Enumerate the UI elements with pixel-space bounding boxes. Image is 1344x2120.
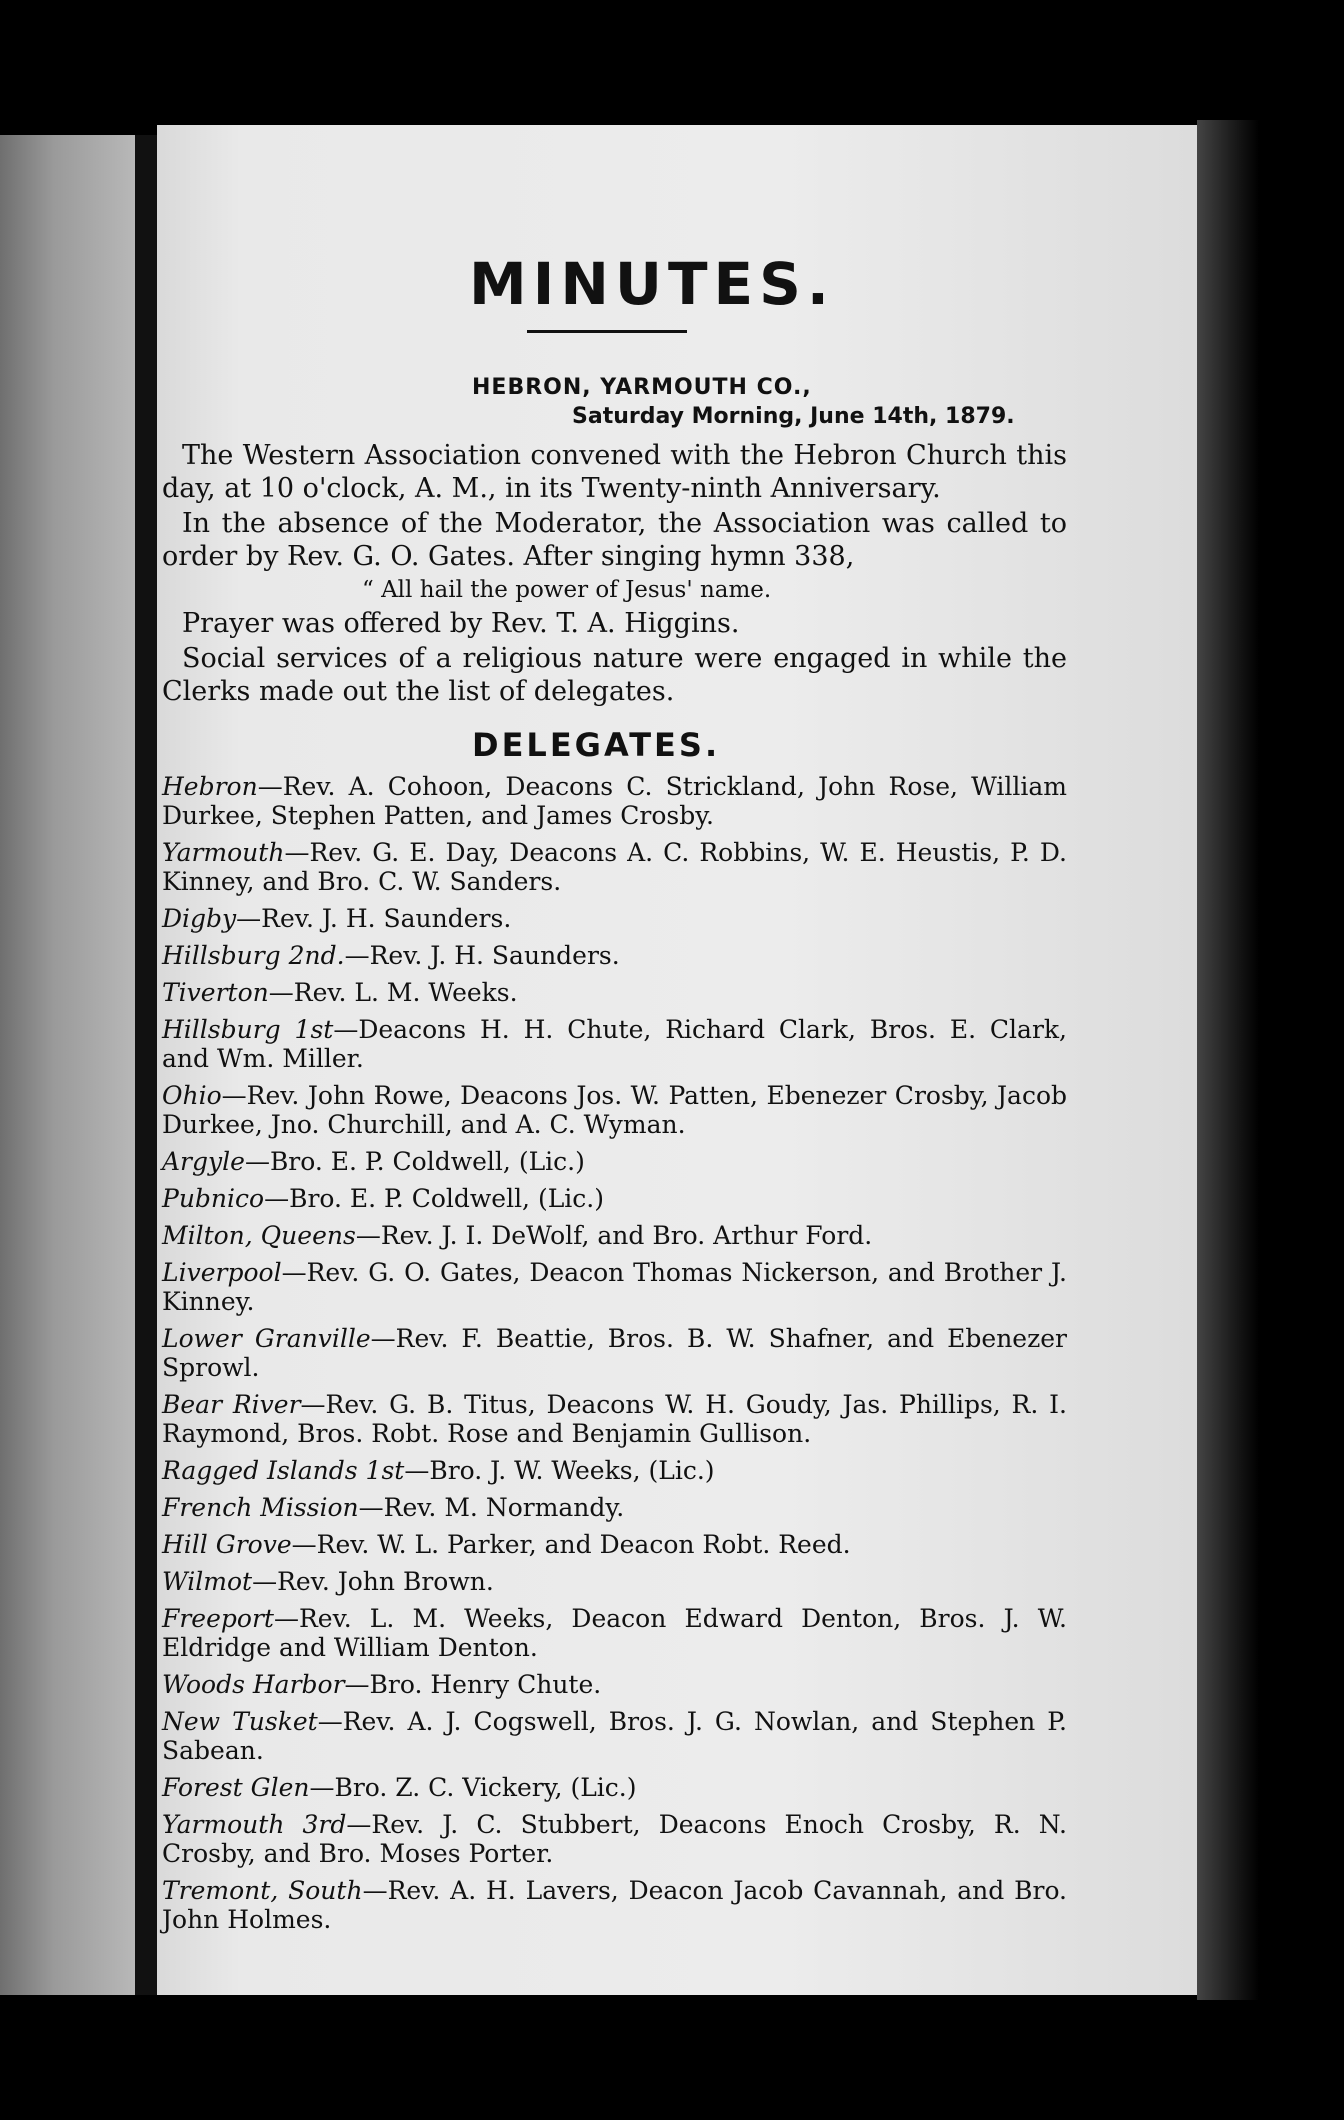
delegate-names: Deacons H. H. Chute, Richard Clark, Bros. E. Clark, and Wm. Miller. xyxy=(162,1015,1067,1073)
page-title: MINUTES. xyxy=(469,250,835,318)
church-name: Tiverton xyxy=(162,978,269,1007)
delegate-names: Rev. A. H. Lavers, Deacon Jacob Cavannah, and Bro. John Holmes. xyxy=(162,1876,1067,1934)
church-name: Woods Harbor xyxy=(162,1670,345,1699)
delegate-names: Rev. J. I. DeWolf, and Bro. Arthur Ford. xyxy=(380,1221,873,1250)
church-name: Liverpool xyxy=(162,1258,282,1287)
delegate-names: Bro. E. P. Coldwell, (Lic.) xyxy=(269,1147,585,1176)
delegate-names: Rev. J. H. Saunders. xyxy=(261,904,512,933)
em-dash: — xyxy=(284,838,310,867)
delegate-entry xyxy=(162,904,1067,933)
delegate-names: Rev. M. Normandy. xyxy=(383,1493,625,1522)
em-dash: — xyxy=(281,1258,307,1287)
delegate-entry xyxy=(162,1530,1067,1559)
church-name: Tremont, South xyxy=(162,1876,363,1905)
page-edge-shadow xyxy=(1197,120,1259,2000)
em-dash: — xyxy=(346,1810,372,1839)
delegate-names: Bro. Henry Chute. xyxy=(369,1670,602,1699)
delegate-entry xyxy=(162,1670,1067,1699)
delegate-entry xyxy=(162,1258,1067,1316)
church-name: Yarmouth 3rd xyxy=(162,1810,347,1839)
delegate-names: Rev. A. J. Cogswell, Bros. J. G. Nowlan, and Stephen P. Sabean. xyxy=(162,1707,1067,1765)
delegate-names: Rev. F. Beattie, Bros. B. W. Shafner, and Ebenezer Sprowl. xyxy=(162,1324,1068,1382)
delegate-names: Rev. G. B. Titus, Deacons W. H. Goudy, Jas. Phillips, R. I. Raymond, Bros. Robt. Rose and Benjamin Gullison. xyxy=(162,1390,1067,1448)
church-name: Hillsburg 2nd. xyxy=(162,941,345,970)
delegate-names: Bro. E. P. Coldwell, (Lic.) xyxy=(289,1184,605,1213)
church-name: Hill Grove xyxy=(162,1530,292,1559)
church-name: Forest Glen xyxy=(162,1773,310,1802)
delegate-names: Bro. J. W. Weeks, (Lic.) xyxy=(429,1456,715,1485)
delegate-entry xyxy=(162,772,1067,830)
church-name: New Tusket xyxy=(162,1707,318,1736)
em-dash: — xyxy=(333,1015,359,1044)
em-dash: — xyxy=(221,1081,247,1110)
delegate-entry xyxy=(162,1221,1067,1250)
em-dash: — xyxy=(268,978,294,1007)
book-gutter xyxy=(135,135,157,1995)
meeting-place: HEBRON, YARMOUTH CO., xyxy=(472,375,812,400)
delegate-entry xyxy=(162,1081,1067,1139)
delegate-names: Rev. G. E. Day, Deacons A. C. Robbins, W. E. Heustis, P. D. Kinney, and Bro. C. W. Sanders. xyxy=(162,838,1067,896)
meeting-date: Saturday Morning, June 14th, 1879. xyxy=(572,404,1015,429)
delegate-names: Rev. John Brown. xyxy=(277,1567,494,1596)
delegates-list xyxy=(162,772,1067,1934)
delegate-entry xyxy=(162,1707,1067,1765)
church-name: French Mission xyxy=(162,1493,359,1522)
em-dash: — xyxy=(355,1221,381,1250)
delegate-names: Rev. L. M. Weeks, Deacon Edward Denton, Bros. J. W. Eldridge and William Denton. xyxy=(162,1604,1067,1662)
delegate-entry xyxy=(162,941,1067,970)
delegate-entry xyxy=(162,1876,1067,1934)
paragraph-convened: The Western Association convened with the Hebron Church this day, at 10 o'clock, A. M., in its Twenty-ninth Anniversary. xyxy=(162,440,1067,504)
paragraph-social-services: Social services of a religious nature were engaged in while the Clerks made out the list of delegates. xyxy=(162,643,1067,707)
church-name: Bear River xyxy=(162,1390,301,1419)
church-name: Yarmouth xyxy=(162,838,285,867)
em-dash: — xyxy=(264,1184,290,1213)
delegate-names: Rev. J. H. Saunders. xyxy=(369,941,620,970)
delegate-entry xyxy=(162,838,1067,896)
delegate-names: Rev. G. O. Gates, Deacon Thomas Nickerson, and Brother J. Kinney. xyxy=(162,1258,1067,1316)
page-content xyxy=(162,250,1067,1942)
church-name: Argyle xyxy=(162,1147,245,1176)
delegate-entry xyxy=(162,1015,1067,1073)
church-name: Hebron xyxy=(162,772,258,801)
facing-page-fragment xyxy=(0,135,135,1995)
em-dash: — xyxy=(309,1773,335,1802)
delegate-entry xyxy=(162,1390,1067,1448)
em-dash: — xyxy=(344,941,370,970)
em-dash: — xyxy=(252,1567,278,1596)
em-dash: — xyxy=(358,1493,384,1522)
church-name: Freeport xyxy=(162,1604,274,1633)
delegate-entry xyxy=(162,1456,1067,1485)
em-dash: — xyxy=(273,1604,299,1633)
delegate-names: Rev. A. Cohoon, Deacons C. Strickland, John Rose, William Durkee, Stephen Patten, and James Crosby. xyxy=(162,772,1067,830)
delegate-entry xyxy=(162,1324,1067,1382)
delegate-entry xyxy=(162,1184,1067,1213)
delegates-heading: DELEGATES. xyxy=(472,726,721,764)
delegate-entry xyxy=(162,1567,1067,1596)
paragraph-called-to-order: In the absence of the Moderator, the Association was called to order by Rev. G. O. Gates. After singing hymn 338, xyxy=(162,508,1067,572)
em-dash: — xyxy=(404,1456,430,1485)
church-name: Pubnico xyxy=(162,1184,265,1213)
church-name: Wilmot xyxy=(162,1567,253,1596)
church-name: Hillsburg 1st xyxy=(162,1015,334,1044)
em-dash: — xyxy=(300,1390,326,1419)
em-dash: — xyxy=(362,1876,388,1905)
delegate-entry xyxy=(162,978,1067,1007)
church-name: Ohio xyxy=(162,1081,222,1110)
church-name: Ragged Islands 1st xyxy=(162,1456,405,1485)
church-name: Digby xyxy=(162,904,237,933)
em-dash: — xyxy=(291,1530,317,1559)
church-name: Lower Granville xyxy=(162,1324,371,1353)
paragraph-prayer: Prayer was offered by Rev. T. A. Higgins. xyxy=(182,608,740,639)
em-dash: — xyxy=(317,1707,343,1736)
title-rule xyxy=(527,330,687,333)
delegate-names: Rev. W. L. Parker, and Deacon Robt. Reed. xyxy=(316,1530,851,1559)
delegate-names: Rev. J. C. Stubbert, Deacons Enoch Crosby, R. N. Crosby, and Bro. Moses Porter. xyxy=(162,1810,1068,1868)
delegate-entry xyxy=(162,1604,1067,1662)
delegate-entry xyxy=(162,1773,1067,1802)
church-name: Milton, Queens xyxy=(162,1221,356,1250)
delegate-names: Rev. John Rowe, Deacons Jos. W. Patten, Ebenezer Crosby, Jacob Durkee, Jno. Churchill, and A. C. Wyman. xyxy=(162,1081,1067,1139)
delegate-names: Rev. L. M. Weeks. xyxy=(293,978,518,1007)
em-dash: — xyxy=(344,1670,370,1699)
delegate-entry xyxy=(162,1147,1067,1176)
hymn-line: “ All hail the power of Jesus' name. xyxy=(362,577,772,603)
delegate-names: Bro. Z. C. Vickery, (Lic.) xyxy=(334,1773,637,1802)
em-dash: — xyxy=(257,772,283,801)
delegate-entry xyxy=(162,1493,1067,1522)
delegate-entry xyxy=(162,1810,1067,1868)
em-dash: — xyxy=(236,904,262,933)
em-dash: — xyxy=(244,1147,270,1176)
em-dash: — xyxy=(370,1324,396,1353)
